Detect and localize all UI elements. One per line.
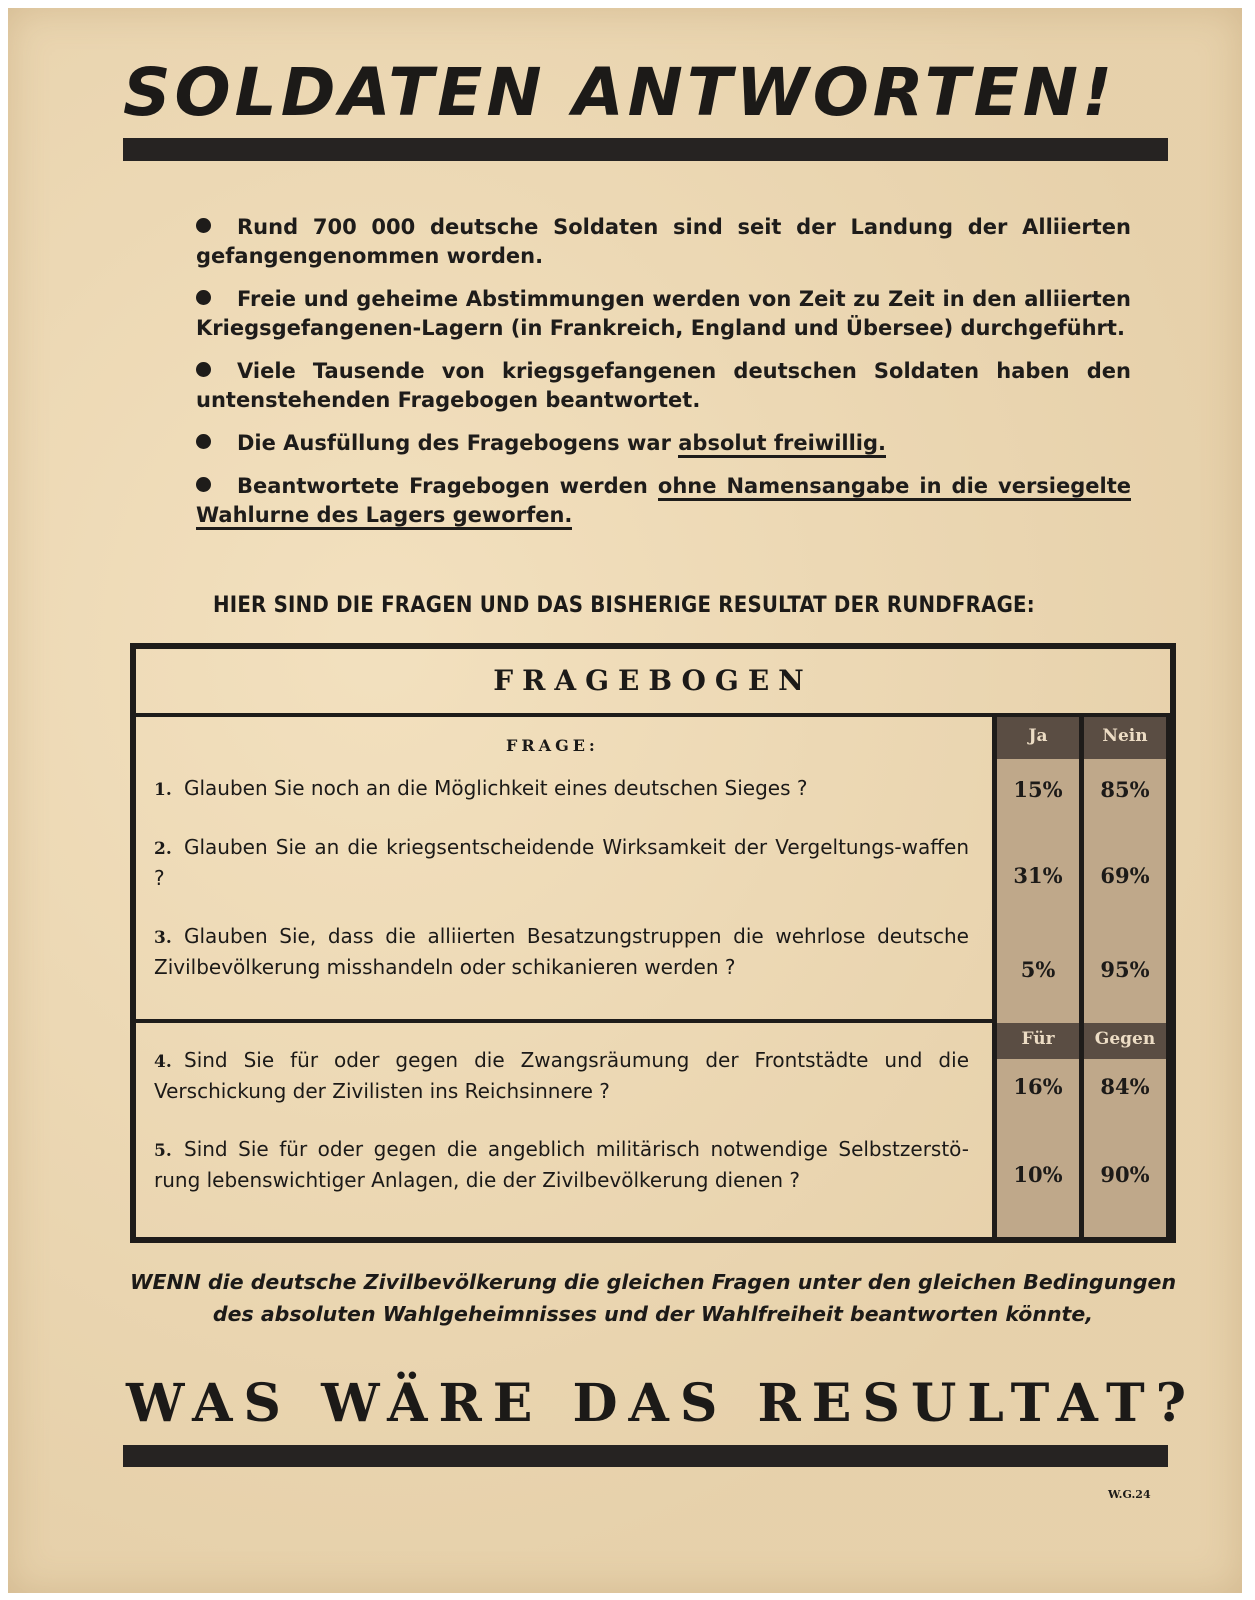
answer-value: 90%: [1100, 1162, 1150, 1187]
closing-question: WAS WÄRE DAS RESULTAT?: [126, 1373, 1198, 1434]
bottom-rule: [123, 1445, 1168, 1467]
answer-value: 16%: [1013, 1074, 1063, 1099]
question-2: 2. Glauben Sie an die kriegsentscheidende Wirksamkeit der Vergeltungs-waffen ?: [154, 835, 969, 890]
underlined-text: absolut freiwillig.: [678, 431, 886, 458]
title-rule: [123, 138, 1168, 161]
closing-text: WENN die deutsche Zivilbevölkerung die gleichen Fragen unter den gleichen Bedingungen des absoluten Wahlgeheimnisses und der Wahlfreiheit beantworten könnte,: [129, 1270, 1177, 1326]
questionnaire-box: [130, 643, 1176, 1243]
leaflet-title: SOLDATEN ANTWORTEN!: [123, 54, 1117, 131]
answer-value: 15%: [1013, 777, 1063, 802]
leaflet-sheet: [8, 8, 1242, 1593]
answer-value: 10%: [1013, 1162, 1063, 1187]
column-header-fuer: Für: [997, 1023, 1079, 1059]
column-header-gegen: Gegen: [1084, 1023, 1166, 1059]
underlined-text: ohne Namensangabe in die versiegelte Wahlurne des Lagers geworfen.: [196, 474, 1131, 530]
bullet-dot-icon: [196, 477, 211, 492]
answer-value: 69%: [1100, 863, 1150, 888]
bullet-item: Viele Tausende von kriegsgefangenen deutschen Soldaten haben den untenstehenden Fragebogen beantwortet.: [196, 359, 1131, 412]
column-header-ja: Ja: [997, 717, 1079, 759]
answer-value: 5%: [1020, 957, 1056, 982]
answer-value: 95%: [1100, 957, 1150, 982]
bullet-dot-icon: [196, 434, 211, 449]
bullet-item: Rund 700 000 deutsche Soldaten sind seit der Landung der Alliierten gefangengenommen worden.: [196, 215, 1131, 268]
results-heading: HIER SIND DIE FRAGEN UND DAS BISHERIGE RESULTAT DER RUNDFRAGE:: [213, 593, 1035, 618]
leaflet-code: W.G.24: [1108, 1488, 1151, 1501]
column-header-nein: Nein: [1084, 717, 1166, 759]
questionnaire-title: FRAGEBOGEN: [136, 649, 1170, 717]
bullet-list: [196, 213, 1131, 544]
section-divider: [136, 1019, 997, 1023]
question-4: 4. Sind Sie für oder gegen die Zwangsräumung der Frontstädte und die Verschickung der Zivilisten ins Reichsinnere ?: [154, 1048, 969, 1103]
bullet-dot-icon: [196, 290, 211, 305]
bullet-dot-icon: [196, 218, 211, 233]
frage-label: FRAGE:: [506, 736, 599, 755]
bullet-item: Freie und geheime Abstimmungen werden von Zeit zu Zeit in den alliierten Kriegsgefangenen-Lagern (in Frankreich, England und Übersee) durchgeführt.: [196, 287, 1131, 340]
question-1: 1. Glauben Sie noch an die Möglichkeit eines deutschen Sieges ?: [154, 776, 808, 800]
question-3: 3. Glauben Sie, dass die alliierten Besatzungstruppen die wehrlose deutsche Zivilbevölkerung misshandeln oder schikanieren werden ?: [154, 924, 969, 979]
answer-value: 85%: [1100, 777, 1150, 802]
answer-value: 31%: [1013, 863, 1063, 888]
question-5: 5. Sind Sie für oder gegen die angeblich militärisch notwendige Selbstzerstö-rung lebenswichtiger Anlagen, die der Zivilbevölkerung dienen ?: [154, 1137, 969, 1192]
answer-value: 84%: [1100, 1074, 1150, 1099]
bullet-item: Die Ausfüllung des Fragebogens war absolut freiwillig.: [196, 429, 1131, 458]
bullet-dot-icon: [196, 362, 211, 377]
bullet-item: Beantwortete Fragebogen werden ohne Namensangabe in die versiegelte Wahlurne des Lagers geworfen.: [196, 472, 1131, 530]
